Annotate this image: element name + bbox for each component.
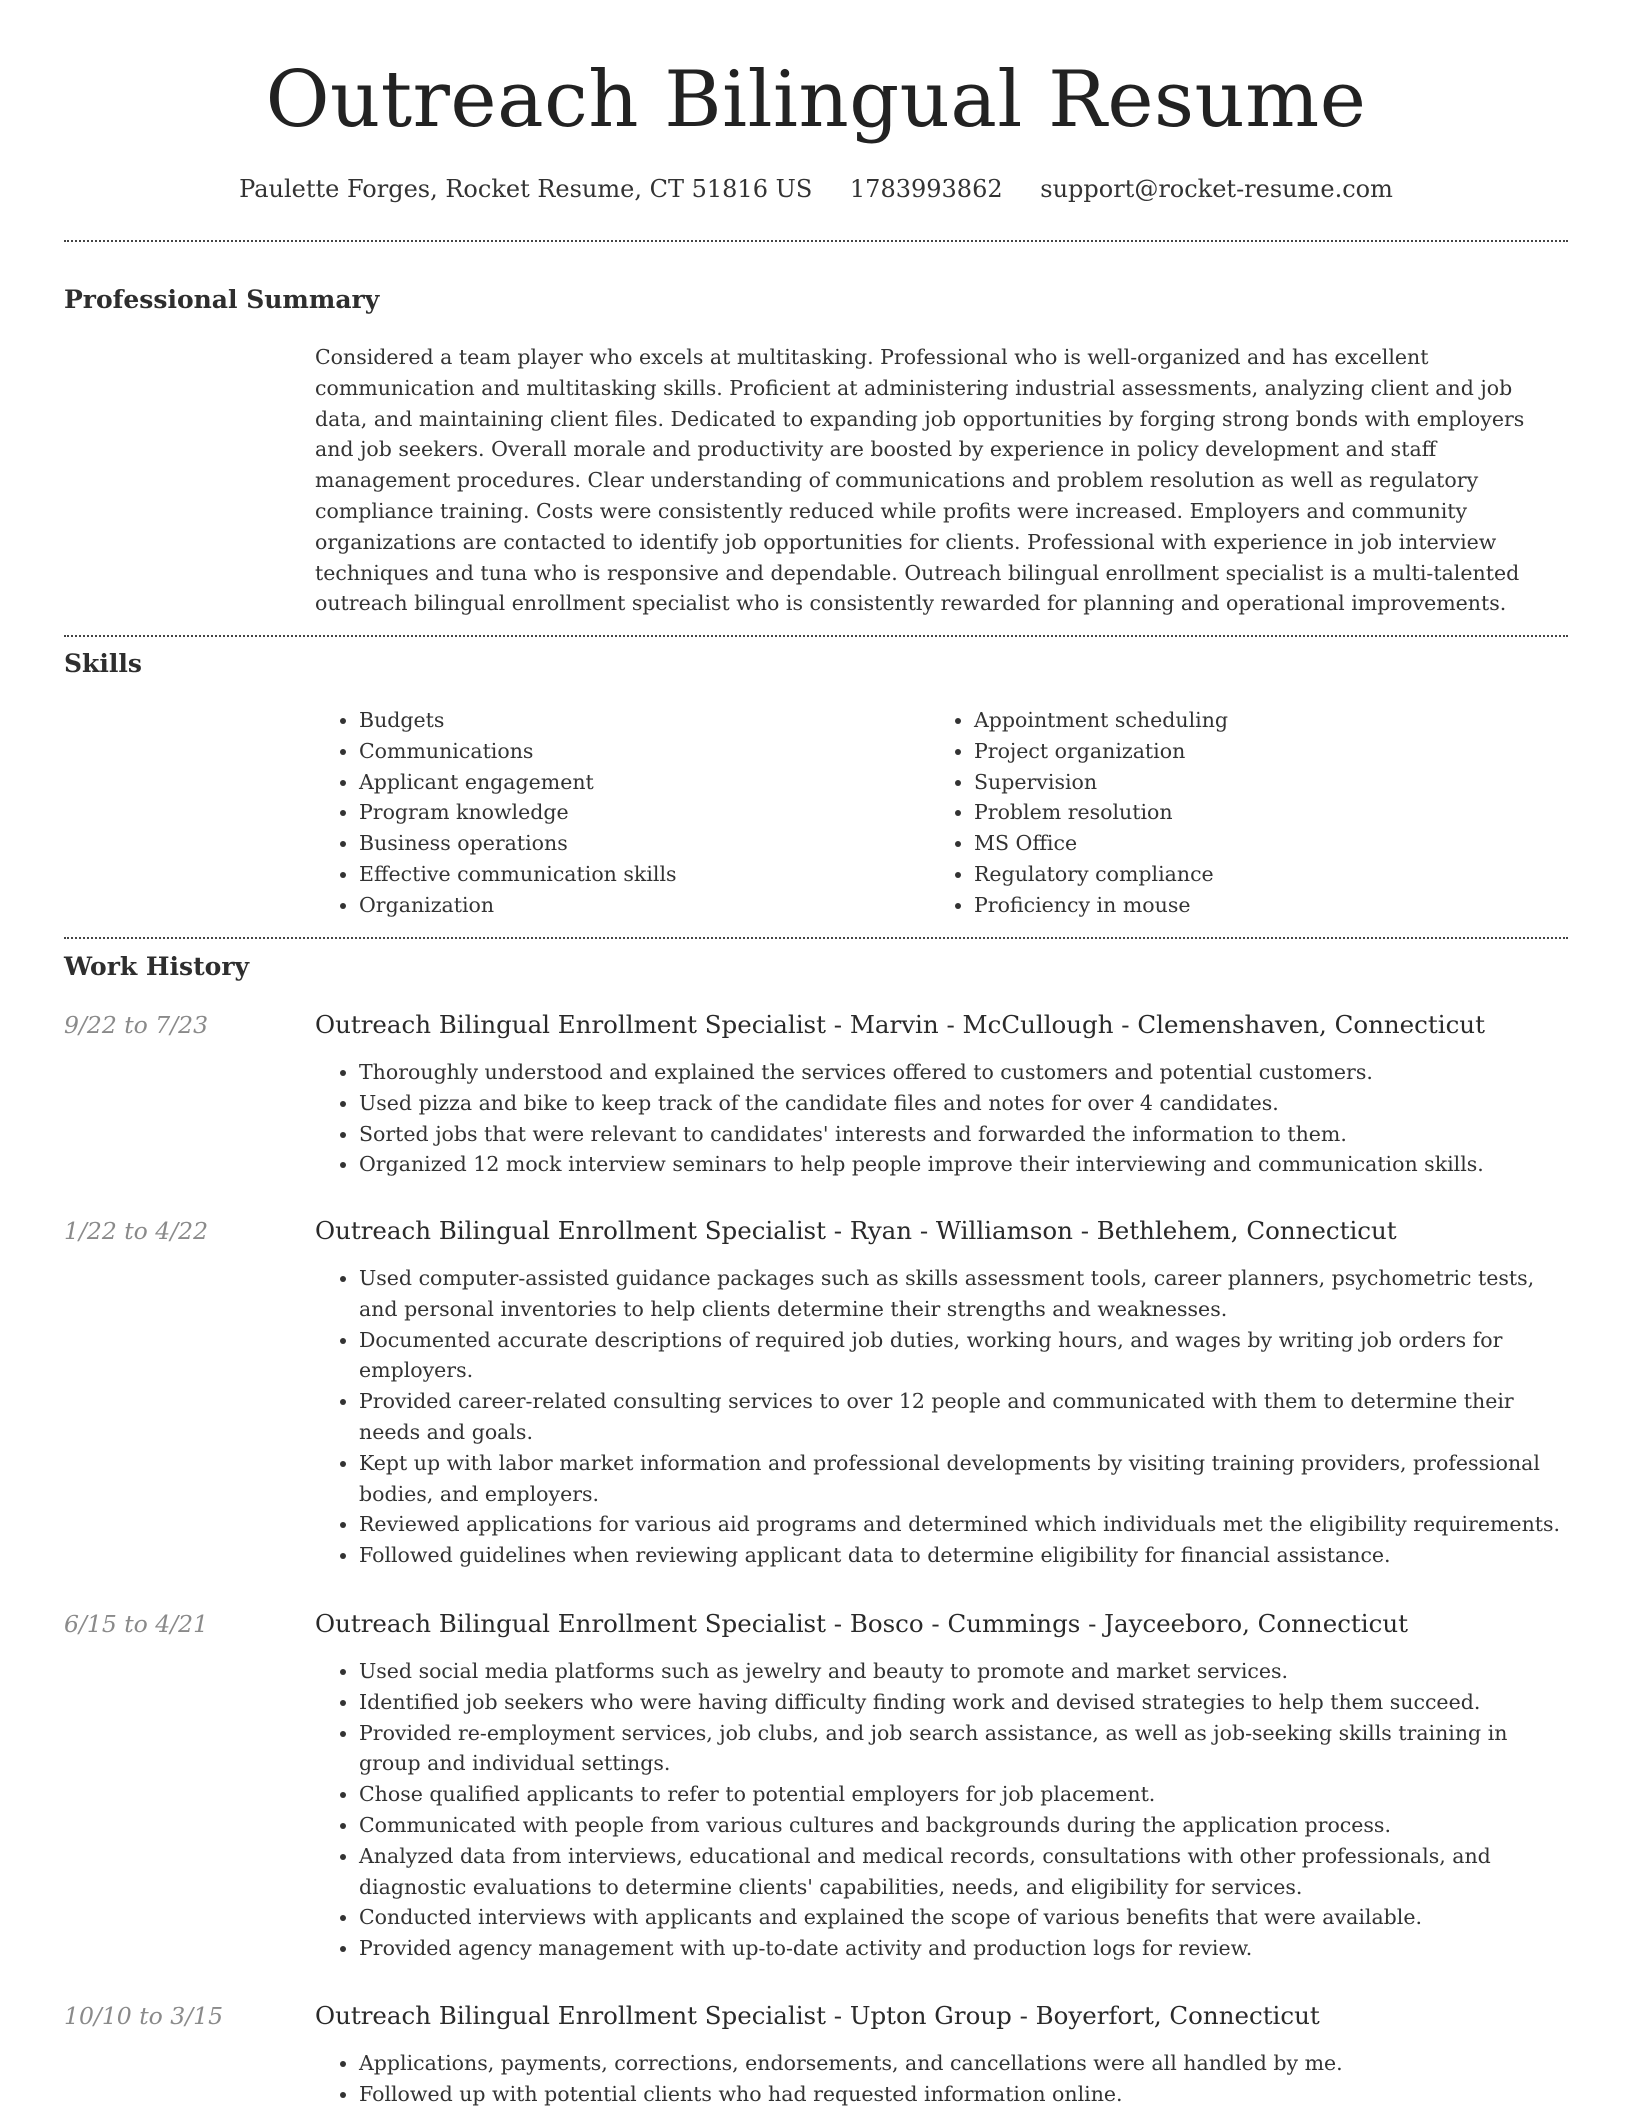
section-divider: [64, 937, 1568, 939]
job-bullet: • Sorted jobs that were relevant to candidates' interests and forwarded the information to them.: [359, 1119, 1567, 1150]
section-divider: [64, 635, 1568, 637]
skills-list-left: [315, 705, 915, 921]
job-dates: 9/22 to 7/23: [64, 1011, 209, 1039]
contact-phone: 1783993862: [849, 175, 1003, 203]
skill-item: • Communications: [359, 736, 915, 767]
skill-item: • Business operations: [359, 828, 915, 859]
job-bullet: • Conducted interviews with applicants and explained the scope of various benefits that were available.: [359, 1902, 1567, 1933]
job-dates: 1/22 to 4/22: [64, 1217, 209, 1245]
skill-item: • Effective communication skills: [359, 859, 915, 890]
job-bullet: • Identified job seekers who were having difficulty finding work and devised strategies to help them succeed.: [359, 1687, 1567, 1718]
skill-item: • Problem resolution: [974, 797, 1530, 828]
work-history-heading: Work History: [64, 952, 250, 981]
job-bullet: • Provided re-employment services, job clubs, and job search assistance, as well as job-seeking skills training in group and individual settings.: [359, 1718, 1567, 1780]
summary-text: Considered a team player who excels at multitasking. Professional who is well-organized and has excellent communication and multitasking skills. Proficient at administering industrial assessments, analyzing client and job data, and maintaining client files. Dedicated to expanding job opportunities by forging strong bonds with employers and job seekers. Overall morale and productivity are boosted by experience in policy development and staff management procedures. Clear understanding of communications and problem resolution as well as regulatory compliance training. Costs were consistently reduced while profits were increased. Employers and community organizations are contacted to identify job opportunities for clients. Professional with experience in job interview techniques and tuna who is responsive and dependable. Outreach bilingual enrollment specialist is a multi-talented outreach bilingual enrollment specialist who is consistently rewarded for planning and operational improvements.: [315, 345, 1525, 616]
skill-item: • MS Office: [974, 828, 1530, 859]
skill-item: • Project organization: [974, 736, 1530, 767]
skill-item: • Appointment scheduling: [974, 705, 1530, 736]
job-bullet: • Communicated with people from various cultures and backgrounds during the application process.: [359, 1810, 1567, 1841]
summary-heading: Professional Summary: [64, 285, 380, 314]
job-bullets: [315, 2048, 1567, 2110]
section-divider: [64, 240, 1568, 242]
skills-list-right: [930, 705, 1530, 921]
job-bullets: [315, 1057, 1567, 1180]
skill-item: • Proficiency in mouse: [974, 890, 1530, 921]
job-title: Outreach Bilingual Enrollment Specialist - Marvin - McCullough - Clemenshaven, Connecticut: [315, 1010, 1485, 1039]
job-bullet: • Applications, payments, corrections, endorsements, and cancellations were all handled by me.: [359, 2048, 1567, 2079]
contact-line: [0, 172, 1632, 206]
contact-email: support@rocket-resume.com: [1040, 175, 1393, 203]
job-bullet: • Provided career-related consulting services to over 12 people and communicated with them to determine their needs and goals.: [359, 1386, 1567, 1448]
job-title: Outreach Bilingual Enrollment Specialist - Ryan - Williamson - Bethlehem, Connecticut: [315, 1216, 1397, 1245]
job-bullet: • Used computer-assisted guidance packages such as skills assessment tools, career planners, psychometric tests, and personal inventories to help clients determine their strengths and weaknesses.: [359, 1263, 1567, 1325]
job-bullet: • Thoroughly understood and explained the services offered to customers and potential customers.: [359, 1057, 1567, 1088]
job-bullet: • Chose qualified applicants to refer to potential employers for job placement.: [359, 1779, 1567, 1810]
job-bullet: • Followed guidelines when reviewing applicant data to determine eligibility for financial assistance.: [359, 1540, 1567, 1571]
skill-item: • Applicant engagement: [359, 767, 915, 798]
skill-item: • Program knowledge: [359, 797, 915, 828]
job-bullet: • Documented accurate descriptions of required job duties, working hours, and wages by writing job orders for employers.: [359, 1325, 1567, 1387]
job-bullet: • Used social media platforms such as jewelry and beauty to promote and market services.: [359, 1656, 1567, 1687]
job-bullet: • Analyzed data from interviews, educational and medical records, consultations with other professionals, and diagnostic evaluations to determine clients' capabilities, needs, and eligibility for services.: [359, 1841, 1567, 1903]
skill-item: • Supervision: [974, 767, 1530, 798]
job-bullet: • Followed up with potential clients who had requested information online.: [359, 2079, 1567, 2110]
job-dates: 10/10 to 3/15: [64, 2002, 224, 2030]
skill-item: • Budgets: [359, 705, 915, 736]
skills-heading: Skills: [64, 649, 142, 678]
job-bullets: [315, 1263, 1567, 1571]
job-title: Outreach Bilingual Enrollment Specialist - Bosco - Cummings - Jayceeboro, Connecticut: [315, 1609, 1408, 1638]
job-bullet: • Reviewed applications for various aid programs and determined which individuals met the eligibility requirements.: [359, 1509, 1567, 1540]
job-bullet: • Used pizza and bike to keep track of the candidate files and notes for over 4 candidates.: [359, 1088, 1567, 1119]
job-bullet: • Organized 12 mock interview seminars to help people improve their interviewing and communication skills.: [359, 1149, 1567, 1180]
resume-title: Outreach Bilingual Resume: [265, 55, 1367, 145]
skill-item: • Organization: [359, 890, 915, 921]
job-dates: 6/15 to 4/21: [64, 1610, 209, 1638]
job-bullet: • Provided agency management with up-to-date activity and production logs for review.: [359, 1933, 1567, 1964]
skill-item: • Regulatory compliance: [974, 859, 1530, 890]
contact-address: Paulette Forges, Rocket Resume, CT 51816 US: [239, 175, 813, 203]
job-bullets: [315, 1656, 1567, 1964]
job-bullet: • Kept up with labor market information and professional developments by visiting training providers, professional bodies, and employers.: [359, 1448, 1567, 1510]
job-title: Outreach Bilingual Enrollment Specialist - Upton Group - Boyerfort, Connecticut: [315, 2001, 1320, 2030]
